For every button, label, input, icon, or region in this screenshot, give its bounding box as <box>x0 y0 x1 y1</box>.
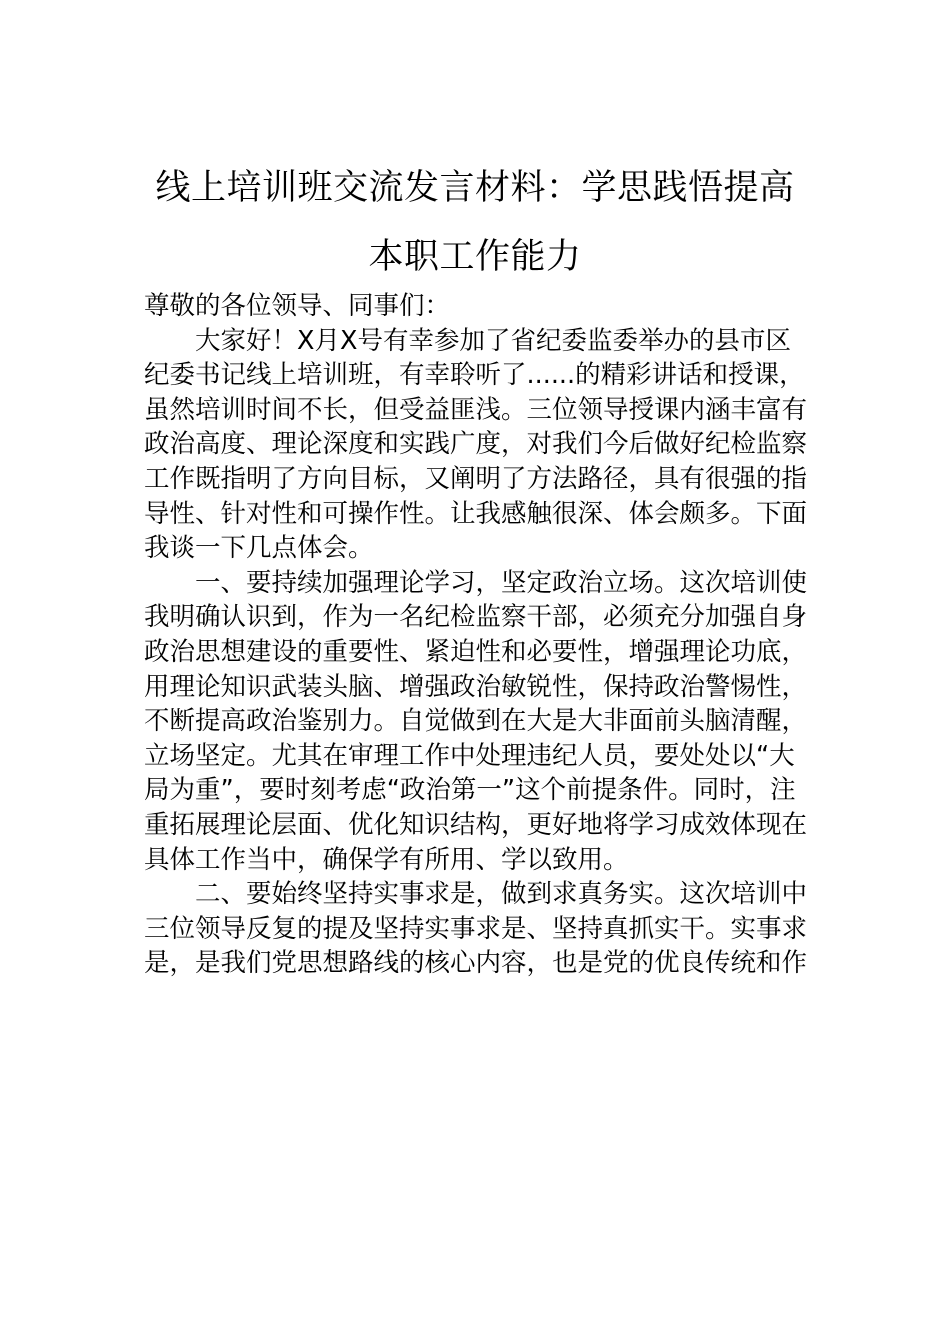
document-title-line-1: 线上培训班交流发言材料：学思践悟提高 <box>155 168 795 208</box>
paragraph-text: 这次培训中三位领导反复的提及坚持实事求是、坚持真抓实干。实事求是，是我们党思想路线的核心内容，也是党的优良传统和作 <box>144 879 808 979</box>
document-body <box>144 289 814 981</box>
document-title-line-2: 本职工作能力 <box>368 237 582 277</box>
salutation: 尊敬的各位领导、同事们： <box>144 291 451 321</box>
paragraph-intro <box>144 324 814 566</box>
paragraph-text: 大家好！X月X号有幸参加了省纪委监委举办的县市区纪委书记线上培训班，有幸聆听了......的精彩讲话和授课，虽然培训时间不长，但受益匪浅。三位领导授课内涵丰富有政治高度、理论深度和实践广度，对我们今后做好纪检监察工作既指明了方向目标，又阐明了方法路径，具有很强的指导性、针对性和可操作性。让我感触很深、体会颇多。下面我谈一下几点体会。 <box>144 325 808 564</box>
paragraph-text: 这次培训使我明确认识到，作为一名纪检监察干部，必须充分加强自身政治思想建设的重要性、紧迫性和必要性，增强理论功底，用理论知识武装头脑、增强政治敏锐性，保持政治警惕性，不断提高政治鉴别力。自觉做到在大是大非面前头脑清醒，立场坚定。尤其在审理工作中处理违纪人员，要处处以“大局为重”，要时刻考虑“政治第一”这个前提条件。同时，注重拓展理论层面、优化知识结构，更好地将学习成效体现在具体工作当中，确保学有所用、学以致用。 <box>144 567 808 875</box>
paragraph-heading: 二、要始终坚持实事求是，做到求真务实。 <box>195 879 680 910</box>
paragraph-point-2 <box>144 877 814 981</box>
paragraph-heading: 一、要持续加强理论学习，坚定政治立场。 <box>195 567 680 598</box>
paragraph-point-1 <box>144 566 814 877</box>
